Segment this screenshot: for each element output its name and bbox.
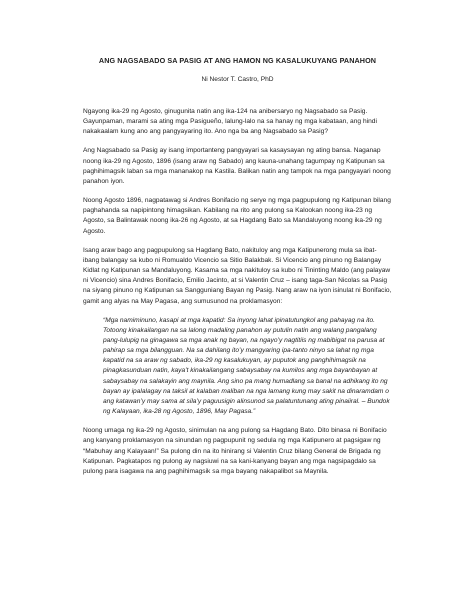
document-title: ANG NAGSABADO SA PASIG AT ANG HAMON NG KASALUKUYANG PANAHON [98, 56, 377, 65]
proclamation-quote: “Mga namiminuno, kasapi at mga kapatid: Sa inyong lahat ipinatutungkol ang pahayag na ito. Totoong kinakailangan na sa lalong madaling panahon ay putulin natin ang walang pangalang pang-lulupig na ginagawa sa mga anak ng bayan, na ngayo’y nagtitiis ng mabibigat na parusa at pahirap sa mga bilangguan. Na sa dahilang ito’y mangyaring ipa-tanto ninyo sa lahat ng mga kapatid na sa araw ng sabado, ika-29 ng kasalukuyan, ay puputok ang panghihimagsik na pinagkasunduan natin, kaya’t kinakailangang sabaysabay na kumilos ang mga bayanbayan at sabaysabay na salakayin ang maynila. Ang sino pa mang humadlang sa banal na adhikang ito ng bayan ay ipalalagay na taksil at kalaban maliban na nga lamang kung may sakit na dinaramdam o ang katawan’y may sama at sila’y paguusigin alinsunod sa palatuntunang ating pinaiiral. – Bundok ng Kalayaan, ika-28 ng Agosto, 1896, May Pagasa.” [103, 316, 390, 416]
paragraph-4: Isang araw bago ang pagpupulong sa Hagdang Bato, nakituloy ang mga Katipunerong mula sa ibat-ibang balangay sa kubo ni Romualdo Vicencio sa Sitio Balakbak. Si Vicencio ang pinuno ng Balangay Kidlat ng Katipunan sa Mandaluyong. Kasama sa mga nakituloy sa kubo ni Tininting Maldo (ang palayaw ni Vicencio) sina Andres Bonifacio, Emilio Jacinto, at si Valentin Cruz – isang taga-San Nicolas sa Pasig na siyang pinuno ng Katipunan sa Sangguniang Bayan ng Pasig. Nang araw na iyon isinulat ni Bonifacio, gamit ang alyas na May Pagasa, ang sumusunod na proklamasyon: [83, 246, 392, 305]
paragraph-1: Ngayong ika-29 ng Agosto, ginugunita natin ang ika-124 na anibersaryo ng Nagsabado sa Pasig. Gayunpaman, marami sa ating mga Pasigueño, lalung-lalo na sa hanay ng mga kabataan, ang hindi nakakaalam kung ano ang pangyayaring ito. Ano nga ba ang Nagsabado sa Pasig? [83, 108, 377, 136]
paragraph-2: Ang Nagsabado sa Pasig ay isang importanteng pangyayari sa kasaysayan ng ating bansa. Naganap noong ika-29 ng Agosto, 1896 (isang araw ng Sabado) ang kauna-unahang tagumpay ng Katipunan sa paghihimagsik laban sa mga mananakop na Kastila. Balikan natin ang tampok na mga pangyayari noong panahon iyon. [83, 147, 391, 185]
document-body [83, 107, 392, 477]
document-author: Ni Nestor T. Castro, PhD [201, 76, 274, 83]
closing-paragraph: Noong umaga ng ika-29 ng Agosto, sinimulan na ang pulong sa Hagdang Bato. Dito binasa ni Bonifacio ang kanyang proklamasyon na sinundan ng pagpupunit ng sedula ng mga Katipunero at pagsigaw ng “Mabuhay ang Kalayaan!” Sa pulong din na ito hinirang si Valentin Cruz bilang General de Brigada ng Katipunan. Pagkatapos ng pulong ay nagsiuwi na sa kani-kanyang bayan ang mga nagsipagdalo sa pulong para isagawa na ang paghihimagsik sa mga bayang nakapalibot sa Maynila. [83, 427, 387, 475]
paragraph-3: Noong Agosto 1896, nagpatawag si Andres Bonifacio ng serye ng mga pagpupulong ng Katipunan bilang paghahanda sa napipintong himagsikan. Kabilang na rito ang pulong sa Kalookan noong ika-23 ng Agosto, sa Balintawak noong ika-26 ng Agosto, at sa Hagdang Bato sa Mandaluyong noong ika-29 ng Agosto. [83, 197, 391, 235]
